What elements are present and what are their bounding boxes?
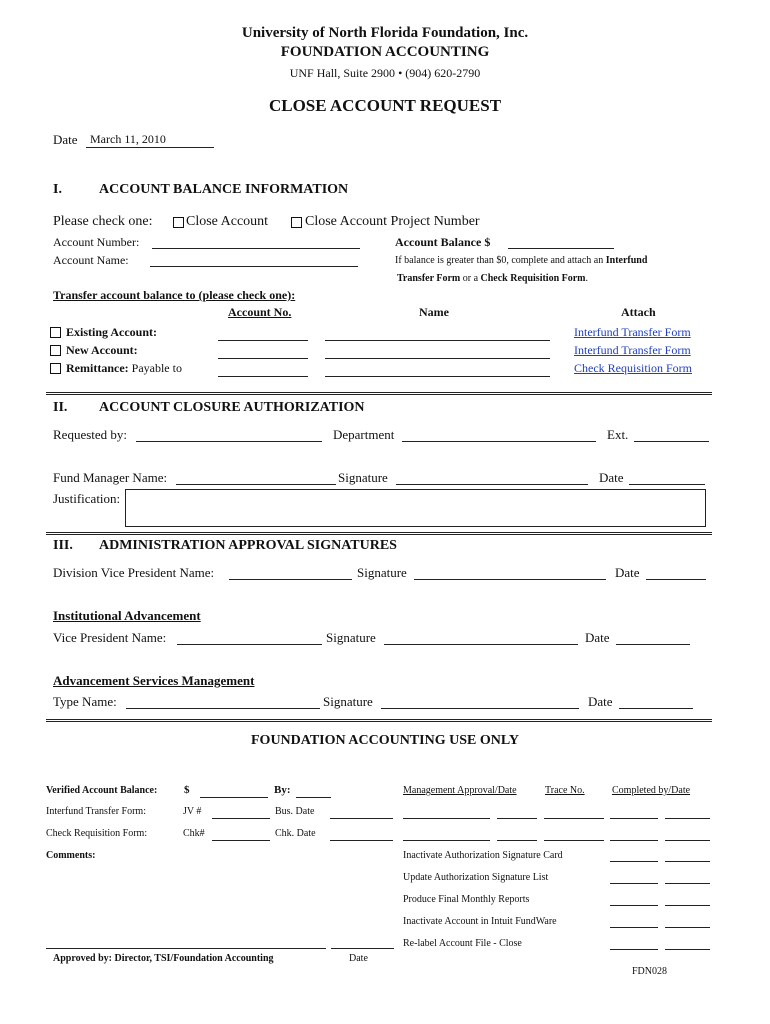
ext-label: Ext. — [607, 427, 629, 442]
form-title: CLOSE ACCOUNT REQUEST — [268, 96, 502, 115]
section3-number: III. — [53, 538, 73, 553]
check-req-form-label: Check Requisition Form: — [46, 828, 148, 839]
asm-signature-field[interactable] — [381, 708, 579, 709]
task1-by-field[interactable] — [610, 861, 658, 862]
task3-date-field[interactable] — [665, 905, 710, 906]
date-label: Date — [53, 132, 78, 147]
requested-by-label: Requested by: — [53, 427, 128, 442]
use-only-title: FOUNDATION ACCOUNTING USE ONLY — [251, 733, 519, 748]
approved-date-label: Date — [349, 953, 368, 964]
vp-name-label: Vice President Name: — [53, 630, 167, 645]
dvp-signature-field[interactable] — [414, 579, 606, 580]
remittance-account-no-field[interactable] — [218, 376, 308, 377]
section1-title: ACCOUNT BALANCE INFORMATION — [99, 182, 349, 197]
justification-label: Justification: — [53, 491, 121, 506]
fund-manager-date-field[interactable] — [629, 484, 705, 485]
section-divider-1 — [46, 392, 712, 395]
interfund-trace-no-field[interactable] — [544, 818, 604, 819]
remittance-row-label — [66, 361, 182, 376]
note-bold-transfer-form: Transfer Form — [397, 273, 461, 284]
chk-date-label: Chk. Date — [275, 828, 316, 839]
note-bold-interfund: Interfund — [605, 255, 648, 266]
task4-by-field[interactable] — [610, 927, 658, 928]
section1-number: I. — [53, 182, 62, 197]
check-mgmt-date-field[interactable] — [497, 840, 537, 841]
approved-by-signature-field[interactable] — [46, 948, 326, 949]
department-field[interactable] — [402, 441, 596, 442]
account-number-field[interactable] — [152, 248, 360, 249]
account-number-label: Account Number: — [53, 235, 140, 249]
task-inactivate-signature-card: Inactivate Authorization Signature Card — [403, 850, 563, 861]
date-value[interactable]: March 11, 2010 — [90, 132, 166, 146]
section-divider-3 — [46, 719, 712, 722]
balance-note-line1 — [395, 255, 647, 266]
vp-date-field[interactable] — [616, 644, 690, 645]
task-produce-final-reports: Produce Final Monthly Reports — [403, 894, 530, 905]
vp-date-label: Date — [585, 630, 610, 645]
close-project-checkbox[interactable] — [291, 217, 302, 228]
check-mgmt-approval-field[interactable] — [403, 840, 490, 841]
fund-manager-signature-label: Signature — [338, 470, 388, 485]
asm-date-label: Date — [588, 694, 613, 709]
by-field[interactable] — [296, 797, 331, 798]
comments-label: Comments: — [46, 850, 96, 861]
note-bold-check-form: Check Requisition Form — [480, 273, 586, 284]
phone: (904) 620-2790 — [405, 66, 481, 80]
close-account-checkbox[interactable] — [173, 217, 184, 228]
institutional-advancement-heading: Institutional Advancement — [53, 608, 201, 623]
col-name: Name — [419, 305, 449, 319]
account-balance-field[interactable] — [508, 248, 614, 249]
approved-date-field[interactable] — [331, 948, 394, 949]
check-requisition-link[interactable]: Check Requisition Form — [574, 361, 692, 375]
existing-interfund-link[interactable]: Interfund Transfer Form — [574, 325, 691, 339]
task-update-signature-list: Update Authorization Signature List — [403, 872, 549, 883]
contact-line — [0, 66, 770, 81]
balance-note-line2 — [397, 273, 588, 284]
mgmt-approval-header: Management Approval/Date — [403, 785, 517, 796]
type-name-field[interactable] — [126, 708, 320, 709]
bus-date-label: Bus. Date — [275, 806, 315, 817]
chk-label: Chk# — [183, 828, 205, 839]
check-completed-by-field[interactable] — [610, 840, 658, 841]
task4-date-field[interactable] — [665, 927, 710, 928]
note-text: If balance is greater than $0, complete and attach an — [395, 255, 606, 266]
remittance-checkbox[interactable] — [50, 363, 61, 374]
chk-field[interactable] — [212, 840, 270, 841]
new-account-no-field[interactable] — [218, 358, 308, 359]
completed-by-header: Completed by/Date — [612, 785, 691, 796]
jv-field[interactable] — [212, 818, 270, 819]
section2-title: ACCOUNT CLOSURE AUTHORIZATION — [99, 400, 365, 415]
task2-by-field[interactable] — [610, 883, 658, 884]
close-project-label: Close Account Project Number — [305, 214, 480, 229]
payable-to-label: Payable to — [131, 361, 182, 375]
check-one-label: Please check one: — [53, 214, 153, 229]
date-field-line[interactable] — [86, 147, 214, 148]
task2-date-field[interactable] — [665, 883, 710, 884]
interfund-mgmt-date-field[interactable] — [497, 818, 537, 819]
note-text-or: or a — [460, 273, 481, 284]
asm-date-field[interactable] — [619, 708, 693, 709]
existing-account-label: Existing Account: — [66, 325, 158, 339]
fund-manager-label: Fund Manager Name: — [53, 470, 168, 485]
verified-balance-field[interactable] — [200, 797, 268, 798]
new-interfund-link[interactable]: Interfund Transfer Form — [574, 343, 691, 357]
transfer-heading: Transfer account balance to (please check one): — [53, 288, 296, 302]
existing-account-no-field[interactable] — [218, 340, 308, 341]
advancement-services-heading: Advancement Services Management — [53, 673, 255, 688]
account-name-field[interactable] — [150, 266, 358, 267]
interfund-mgmt-approval-field[interactable] — [403, 818, 490, 819]
dvp-date-field[interactable] — [646, 579, 706, 580]
task5-date-field[interactable] — [665, 949, 710, 950]
existing-account-name-field[interactable] — [325, 340, 550, 341]
trace-no-header: Trace No. — [545, 785, 585, 796]
jv-label: JV # — [183, 806, 202, 817]
interfund-completed-by-field[interactable] — [610, 818, 658, 819]
justification-textarea[interactable] — [125, 489, 706, 527]
vp-name-field[interactable] — [177, 644, 322, 645]
interfund-completed-date-field[interactable] — [665, 818, 710, 819]
existing-account-checkbox[interactable] — [50, 327, 61, 338]
dvp-name-label: Division Vice President Name: — [53, 565, 215, 580]
close-account-label: Close Account — [186, 214, 269, 229]
account-balance-label: Account Balance $ — [395, 235, 491, 249]
address: UNF Hall, Suite 2900 — [289, 66, 396, 80]
chk-date-field[interactable] — [330, 840, 393, 841]
task-inactivate-fundware: Inactivate Account in Intuit FundWare — [403, 916, 557, 927]
section2-number: II. — [53, 400, 68, 415]
section3-title: ADMINISTRATION APPROVAL SIGNATURES — [99, 538, 397, 553]
task5-by-field[interactable] — [610, 949, 658, 950]
department-name: FOUNDATION ACCOUNTING — [280, 44, 490, 60]
bullet-icon: • — [398, 66, 403, 80]
dvp-signature-label: Signature — [357, 565, 407, 580]
vp-signature-label: Signature — [326, 630, 376, 645]
new-account-name-field[interactable] — [325, 358, 550, 359]
account-name-label: Account Name: — [53, 253, 129, 267]
verified-balance-label: Verified Account Balance: — [46, 785, 158, 796]
requested-by-field[interactable] — [136, 441, 322, 442]
fund-manager-signature-field[interactable] — [396, 484, 588, 485]
task1-date-field[interactable] — [665, 861, 710, 862]
bus-date-field[interactable] — [330, 818, 393, 819]
ext-field[interactable] — [634, 441, 709, 442]
vp-signature-field[interactable] — [384, 644, 578, 645]
col-account-no: Account No. — [228, 305, 292, 319]
remittance-label: Remittance: — [66, 361, 129, 375]
remittance-name-field[interactable] — [325, 376, 550, 377]
check-trace-no-field[interactable] — [544, 840, 604, 841]
dvp-date-label: Date — [615, 565, 640, 580]
note-period: . — [585, 273, 589, 284]
form-number: FDN028 — [632, 966, 668, 977]
approved-by-label: Approved by: Director, TSI/Foundation Accounting — [53, 953, 274, 964]
fund-manager-field[interactable] — [176, 484, 336, 485]
interfund-form-label: Interfund Transfer Form: — [46, 806, 146, 817]
org-name: University of North Florida Foundation, Inc. — [241, 25, 529, 41]
task3-by-field[interactable] — [610, 905, 658, 906]
dvp-name-field[interactable] — [229, 579, 352, 580]
check-completed-date-field[interactable] — [665, 840, 710, 841]
col-attach: Attach — [621, 305, 656, 319]
section-divider-2 — [46, 532, 712, 535]
department-label: Department — [333, 427, 395, 442]
type-name-label: Type Name: — [53, 694, 117, 709]
task-relabel-file: Re-label Account File - Close — [403, 938, 522, 949]
new-account-label: New Account: — [66, 343, 138, 357]
by-label: By: — [274, 784, 291, 796]
dollar-sign: $ — [184, 784, 190, 796]
asm-signature-label: Signature — [323, 694, 373, 709]
new-account-checkbox[interactable] — [50, 345, 61, 356]
fund-manager-date-label: Date — [599, 470, 624, 485]
